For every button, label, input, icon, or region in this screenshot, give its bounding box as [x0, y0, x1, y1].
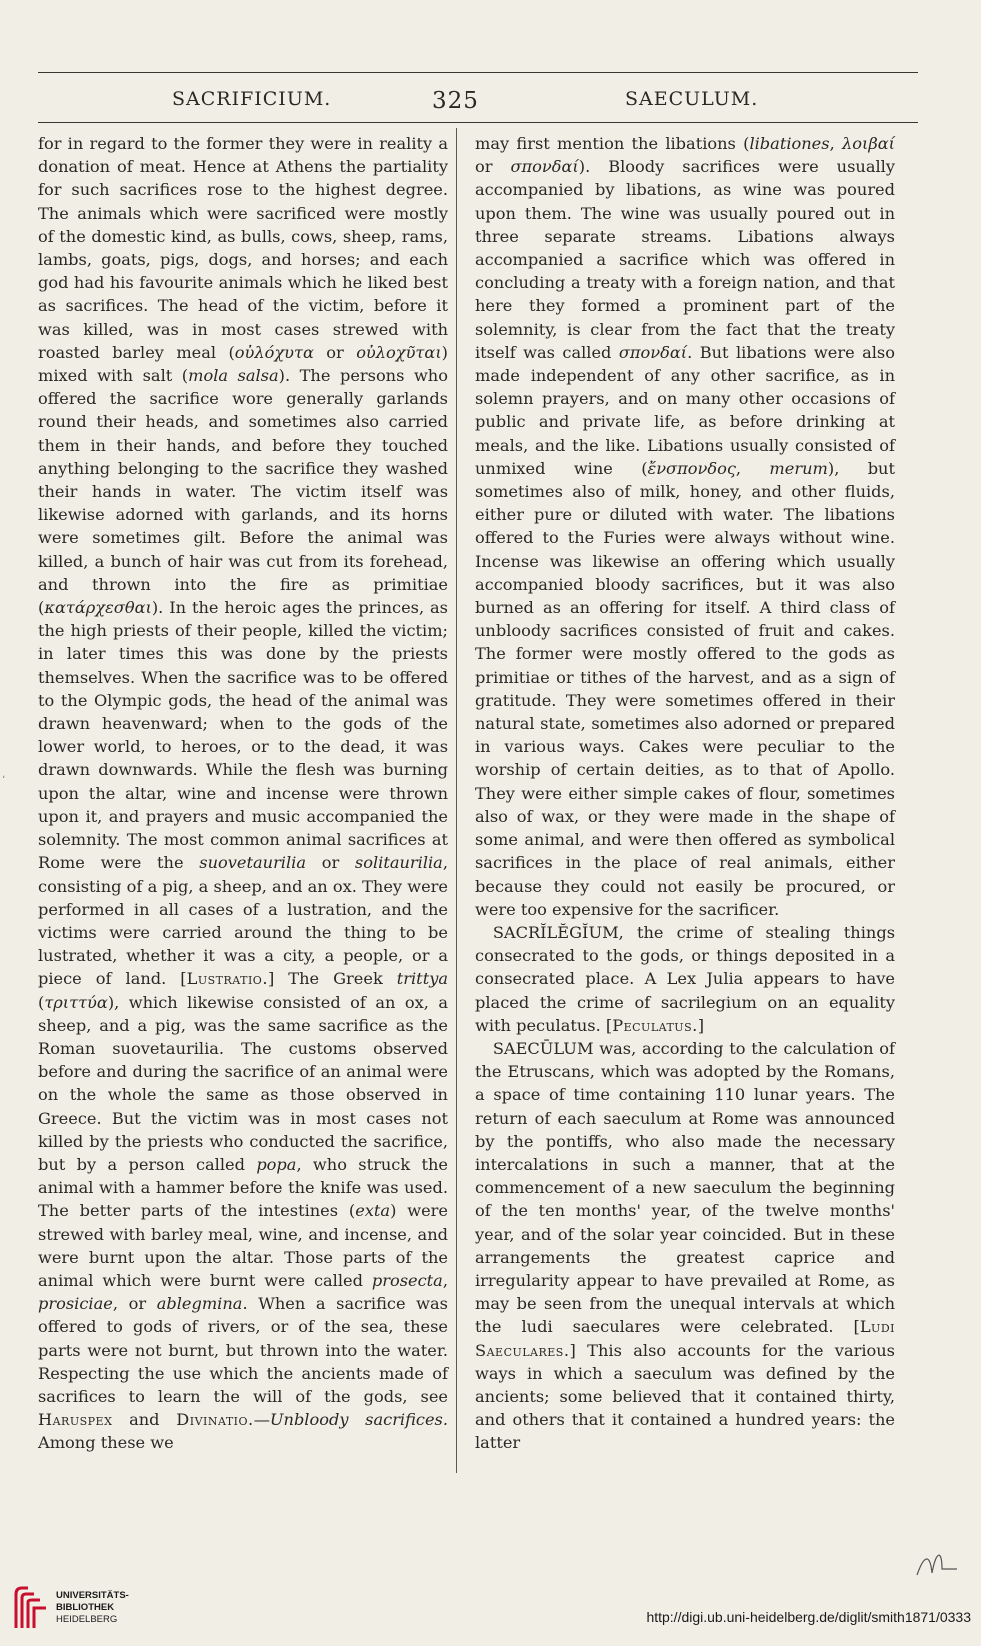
- header-rule: [38, 122, 918, 123]
- latin-term: popa: [256, 1154, 297, 1174]
- entry-headword: SACRĬLĔGĬUM: [492, 922, 619, 942]
- cross-reference: Lustratio.: [186, 969, 268, 989]
- latin-term: trittya: [396, 969, 448, 989]
- greek-term: σπονδαί: [618, 342, 688, 362]
- greek-term: ἔνσπονδος: [647, 458, 736, 478]
- latin-term: ablegmina: [156, 1294, 243, 1314]
- greek-term: τριττύα: [44, 992, 108, 1012]
- latin-term: prosecta: [371, 1270, 443, 1290]
- source-url[interactable]: http://digi.ub.uni-heidelberg.de/diglit/smith1871/0333: [646, 1609, 971, 1625]
- latin-term: merum: [769, 458, 828, 478]
- greek-term: οὐλοχῦται: [356, 342, 442, 362]
- library-name: UNIVERSITÄTS- BIBLIOTHEK HEIDELBERG: [56, 1590, 129, 1625]
- greek-term: οὐλόχυτα: [234, 342, 314, 362]
- latin-term: solitaurilia: [354, 853, 443, 873]
- pencil-mark-icon: [912, 1545, 962, 1585]
- running-header: [40, 88, 920, 118]
- left-paragraph-1: for in regard to the former they were in reality a donation of meat. Hence at Athens the partiality for such sacrifices rose to the highest degree. The animals which were sacrificed were mostly of the domestic kind, as bulls, cows, sheep, rams, lambs, goats, pigs, dogs, and horses; and each god had his favourite animals which he liked best as sacrifices. The head of the victim, before it was killed, was in most cases strewed with roasted barley meal (οὐλόχυτα or οὐλοχῦται) mixed with salt (mola salsa). The persons who offered the sacrifice wore generally garlands round their heads, and sometimes also carried them in their hands, and before they touched anything belonging to the sacrifice they washed their hands in water. The victim itself was likewise adorned with garlands, and its horns were sometimes gilt. Before the animal was killed, a bunch of hair was cut from its forehead, and thrown into the fire as primitiae (κατάρχεσθαι). In the heroic ages the princes, as the high priests of their people, killed the victim; in later times this was done by the priests themselves. When the sacrifice was to be offered to the Olympic gods, the head of the animal was drawn heavenward; when to the gods of the lower world, to heroes, or to the dead, it was drawn downwards. While the flesh was burning upon the altar, wine and incense were thrown upon it, and prayers and music accompanied the solemnity. The most common animal sacrifices at Rome were the suovetaurilia or solitaurilia, consisting of a pig, a sheep, and an ox. They were performed in all cases of a lustration, and the victims were carried around the thing to be lustrated, whether it was a city, a people, or a piece of land. [Lustratio.] The Greek trittya (τριττύα), which likewise consisted of an ox, a sheep, and a pig, was the same sacrifice as the Roman suovetaurilia. The customs observed before and during the sacrifice of an animal were on the whole the same as those observed in Greece. But the victim was in most cases not killed by the priests who conducted the sacrifice, but by a person called popa, who struck the animal with a hammer before the knife was used. The better parts of the intestines (exta) were strewed with barley meal, wine, and incense, and were burnt upon the altar. Those parts of the animal which were burnt were called prosecta, prosiciae, or ablegmina. When a sacrifice was offered to gods of rivers, or of the sea, these parts were not burnt, but thrown into the water. Respecting the use which the ancients made of sacrifices to learn the will of the gods, see Haruspex and Divinatio.—Unbloody sacrifices. Among these we: [38, 134, 449, 1453]
- latin-term: exta: [355, 1201, 391, 1221]
- greek-term: σπονδαί: [510, 157, 579, 177]
- greek-term: λοιβαί: [842, 134, 895, 153]
- left-column: [38, 132, 448, 1455]
- cross-reference: Peculatus.: [612, 1015, 698, 1035]
- cross-reference: Haruspex: [38, 1410, 113, 1430]
- latin-term: mola salsa: [188, 366, 279, 386]
- top-rule: [38, 72, 918, 73]
- greek-term: κατάρχεσθαι: [44, 598, 152, 618]
- entry-saeculum: SAECŪLUM was, according to the calculation of the Etruscans, which was adopted by the Romans, a space of time containing 110 lunar years. The return of each saeculum at Rome was announced by the pontiffs, who also made the necessary intercalations in such a manner, that at the commencement of a new saeculum the beginning of the ten months' year, of the twelve months' year, and of the solar year coincided. But in these arrangements the greatest caprice and irregularity appear to have prevailed at Rome, as may be seen from the unequal intervals at which the ludi saeculares were celebrated. [Ludi Saeculares.] This also accounts for the various ways in which a saeculum was defined by the ancients; some believed that it contained thirty, and others that it contained a hundred years: the latter: [475, 1038, 895, 1453]
- header-right-title: SAECULUM.: [625, 88, 759, 110]
- right-column: [475, 132, 895, 1455]
- right-paragraph-1: may first mention the libations (libationes, λοιβαί or σπονδαί). Bloody sacrifices were usually accompanied by libations, as wine was poured upon them. The wine was usually poured out in three separate streams. Libations always accompanied a sacrifice which was offered in concluding a treaty with a foreign nation, and that here they formed a prominent part of the solemnity, is clear from the fact that the treaty itself was called σπονδαί. But libations were also made independent of any other sacrifice, as in solemn prayers, and on many other occasions of public and private life, as before drinking at meals, and the like. Libations usually consisted of unmixed wine (ἔνσπονδος, merum), but sometimes also of milk, honey, and other fluids, either pure or diluted with water. The libations offered to the Furies were always without wine. Incense was likewise an offering which usually accompanied bloody sacrifices, but it was also burned as an offering for itself. A third class of unbloody sacrifices consisted of fruit and cakes. The former were mostly offered to the gods as primitiae or tithes of the harvest, and as a sign of gratitude. They were sometimes offered in their natural state, sometimes also adorned or prepared in various ways. Cakes were peculiar to the worship of certain deities, as to that of Apollo. They were either simple cakes of flour, sometimes also of wax, or they were made in the shape of some animal, and were then offered as symbolical sacrifices in the place of real animals, either because they could not easily be procured, or were too expensive for the sacrificer.: [475, 134, 895, 919]
- latin-term: suovetaurilia: [199, 853, 306, 873]
- heidelberg-library-logo-icon: [8, 1584, 50, 1632]
- page-number: 325: [432, 88, 479, 114]
- margin-mark: ‘: [2, 775, 6, 786]
- section-heading-italic: Unbloody sacrifices.: [269, 1410, 449, 1430]
- cross-reference: Ludi Saeculares.: [475, 1317, 895, 1360]
- entry-sacrilegium: SACRĬLĔGĬUM, the crime of stealing things consecrated to the gods, or things deposited in a consecrated place. A Lex Julia appears to have placed the crime of sacrilegium on an equality with peculatus. [Peculatus.]: [475, 922, 895, 1035]
- cross-reference: Divinatio.: [176, 1410, 254, 1430]
- latin-term: libationes: [749, 134, 830, 153]
- column-divider: [456, 128, 457, 1473]
- header-left-title: SACRIFICIUM.: [172, 88, 332, 110]
- entry-headword: SAECŪLUM: [492, 1038, 594, 1058]
- latin-term: prosiciae: [38, 1294, 113, 1314]
- library-logo: [8, 1582, 158, 1638]
